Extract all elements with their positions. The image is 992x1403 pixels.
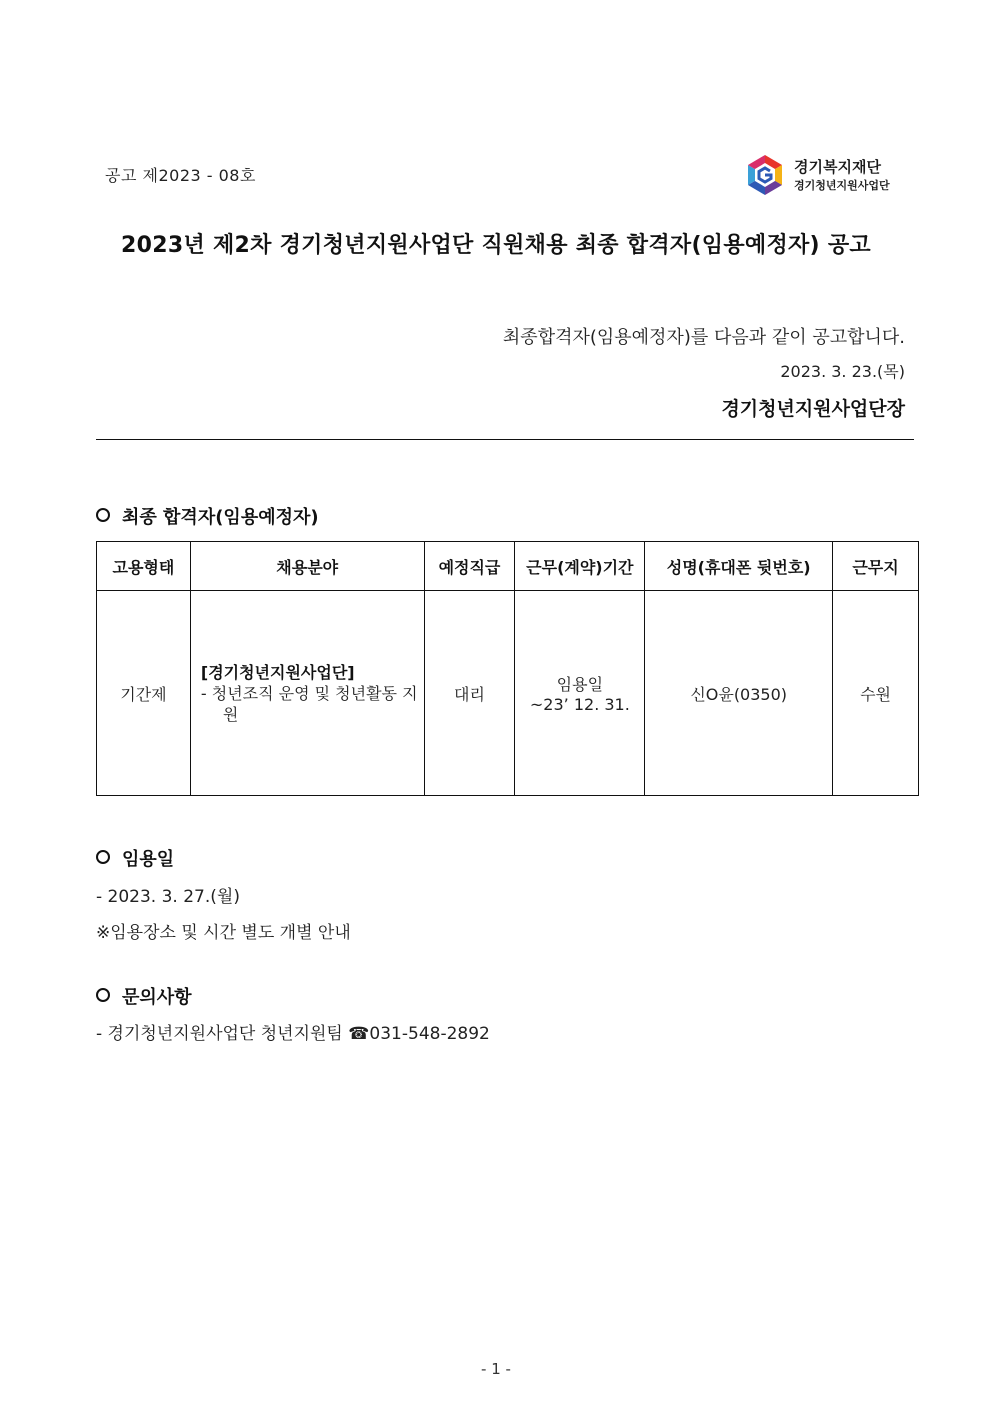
section-title: 문의사항 — [122, 987, 192, 1008]
section-title: 임용일 — [122, 849, 175, 870]
page-number: - 1 - — [481, 1360, 511, 1378]
field-detail: - 청년조직 운영 및 청년활동 지원 — [200, 683, 418, 724]
signer: 경기청년지원사업단장 — [721, 398, 905, 420]
header-employment-type: 고용형태 — [97, 542, 191, 591]
cell-period — [515, 591, 645, 796]
cell-location: 수원 — [833, 591, 919, 796]
header-field: 채용분야 — [190, 542, 424, 591]
section-inquiries — [96, 983, 192, 1009]
cell-name: 신O윤(0350) — [645, 591, 833, 796]
section-final-candidates — [96, 503, 319, 529]
cell-employment-type: 기간제 — [97, 591, 191, 796]
circle-bullet-icon — [96, 850, 110, 864]
header-location: 근무지 — [833, 542, 919, 591]
cell-rank: 대리 — [424, 591, 515, 796]
logo-name: 경기복지재단 — [794, 158, 881, 176]
foundation-logo — [745, 153, 905, 197]
contact-line: - 경기청년지원사업단 청년지원팀 ☎031-548-2892 — [96, 1024, 490, 1044]
circle-bullet-icon — [96, 508, 110, 522]
logo-mark-icon — [745, 153, 785, 197]
start-date-line: - 2023. 3. 27.(월) — [96, 887, 240, 907]
table-header-row — [97, 542, 919, 591]
section-start-date — [96, 845, 174, 871]
section-title: 최종 합격자(임용예정자) — [122, 507, 319, 528]
header-rank: 예정직급 — [424, 542, 515, 591]
start-date-note: ※임용장소 및 시간 별도 개별 안내 — [96, 923, 351, 943]
notice-number: 공고 제2023 - 08호 — [105, 166, 256, 185]
period-start: 임용일 — [556, 675, 604, 694]
header-name: 성명(휴대폰 뒷번호) — [645, 542, 833, 591]
field-title: [경기청년지원사업단] — [200, 662, 355, 682]
intro-text: 최종합격자(임용예정자)를 다음과 같이 공고합니다. — [502, 327, 905, 348]
notice-title: 2023년 제2차 경기청년지원사업단 직원채용 최종 합격자(임용예정자) 공고 — [121, 233, 871, 258]
period-end: ~23’ 12. 31. — [529, 695, 630, 714]
table-row — [97, 591, 919, 796]
logo-subname: 경기청년지원사업단 — [794, 179, 890, 192]
cell-field — [190, 591, 424, 796]
header-period: 근무(계약)기간 — [515, 542, 645, 591]
notice-date: 2023. 3. 23.(목) — [780, 362, 905, 381]
candidates-table — [96, 541, 919, 796]
circle-bullet-icon — [96, 988, 110, 1002]
divider — [96, 439, 914, 440]
